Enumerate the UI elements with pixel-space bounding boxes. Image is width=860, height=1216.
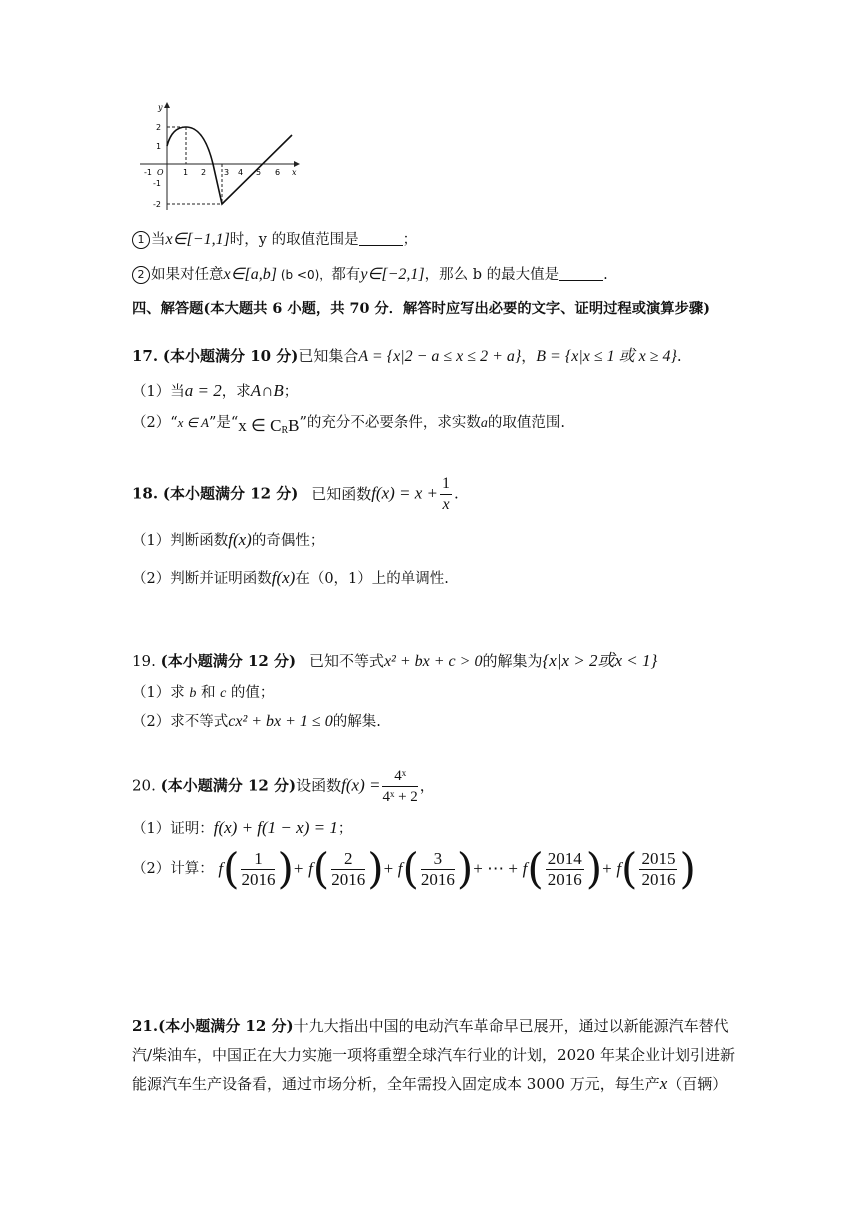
q17-p2-c: x ∈ C — [238, 416, 282, 435]
q17-p2-b: ”是“ — [208, 415, 239, 431]
circled-number-2: 2 — [132, 266, 150, 284]
q21-line3-b: （百辆） — [667, 1075, 728, 1093]
item1-end: ； — [402, 232, 418, 248]
sum-term-5-f: f — [616, 859, 622, 878]
q21-line3-a: 能源汽车生产设备看，通过市场分析，全年需投入固定成本 3000 万元，每生产 — [132, 1075, 660, 1093]
q18-p2: （2）判断并证明函数 — [132, 571, 272, 587]
q17-p1-label: （1）当 — [132, 384, 185, 400]
q17-p2-sub: R — [281, 425, 289, 436]
q20-fx: f(x) = — [341, 775, 381, 795]
x-tick-2: 2 — [201, 168, 207, 177]
x-tick-3: 3 — [224, 168, 230, 177]
q19-p1-e: 的值； — [230, 685, 275, 701]
sum-term-2-num: 2 — [331, 849, 365, 870]
q19-intro: 已知不等式 — [308, 652, 384, 670]
sum-term-4-f: f — [522, 859, 528, 878]
item2-text2: 都有 — [331, 267, 361, 283]
paren-open: ( — [312, 844, 330, 893]
q19-score: (本小题满分 12 分) — [160, 652, 297, 670]
q19-part2 — [132, 712, 381, 732]
answer-blank-2[interactable] — [559, 266, 603, 281]
sum-term-1-den: 2016 — [241, 869, 276, 889]
ellipsis: + ⋯ + — [473, 859, 518, 878]
q17-p2-a: x ∈ A — [177, 415, 209, 430]
q19-p2-b: 的解集. — [332, 714, 381, 730]
q17-part2 — [132, 413, 565, 441]
q17-end: . — [676, 347, 682, 365]
sum-term-3-num: 3 — [421, 849, 455, 870]
q17-p2-d: B — [288, 416, 300, 435]
q19-p1-c: 和 — [200, 685, 216, 701]
q20-part2 — [132, 844, 696, 893]
q20-frac-den: 4ˣ + 2 — [382, 789, 418, 805]
paren-open: ( — [527, 844, 544, 893]
y-tick-2: 2 — [156, 123, 162, 132]
item1-prefix: 当 — [151, 232, 166, 248]
sum-term-1-num: 1 — [241, 849, 275, 870]
q17-set-b: B = {x|x ≤ 1 或 x ≥ 4} — [536, 348, 677, 365]
y-tick-neg1: -1 — [153, 179, 161, 188]
x-tick-5: 5 — [256, 168, 262, 177]
q20-frac-num: 4ˣ — [382, 766, 417, 787]
q20-p1-expr: f(x) + f(1 − x) = 1 — [213, 818, 338, 837]
item1-text: 时，y 的取值范围是 — [229, 232, 359, 248]
q18-stem — [132, 474, 459, 515]
origin-label: O — [157, 168, 164, 177]
q19-p1-a: （1）求 — [132, 685, 185, 701]
q20-p1-a: （1）证明： — [132, 821, 214, 837]
q21-number: 21. — [132, 1017, 159, 1035]
q17-p2-var: a — [480, 416, 488, 431]
sum-term-4-den: 2016 — [547, 869, 582, 889]
y-tick-1: 1 — [156, 142, 162, 151]
q19-ineq: x² + bx + c > 0 — [383, 653, 483, 670]
q21-score: (本小题满分 12 分) — [158, 1017, 294, 1035]
q18-fraction — [440, 474, 452, 515]
q21-line2: 汽/柴油车，中国正在大力实施一项将重塑全球汽车行业的计划，2020 年某企业计划引进新 — [132, 1046, 735, 1064]
sum-term-2-f: f — [308, 859, 313, 878]
x-tick-1: 1 — [183, 168, 189, 177]
plus-sign: + — [293, 859, 304, 878]
q17-set-a: A = {x|2 − a ≤ x ≤ 2 + a} — [358, 348, 522, 365]
sum-term-3-f: f — [397, 859, 403, 878]
q18-frac-num: 1 — [440, 474, 452, 495]
answer-blank-1[interactable] — [359, 231, 403, 246]
q18-p1-fx: f(x) — [228, 530, 252, 549]
x-tick-6: 6 — [275, 168, 281, 177]
sum-term-1 — [241, 849, 275, 890]
q17-p1-mid: ，求 — [221, 384, 251, 400]
q20-number: 20. — [132, 776, 156, 795]
paren-close: ) — [367, 844, 384, 893]
section-heading: 四、解答题(本大题共 6 小题，共 70 分．解答时应写出必要的文字、证明过程或演算步骤) — [132, 301, 710, 317]
q18-fx: f(x) = x + — [371, 483, 439, 503]
x-tick-4: 4 — [238, 168, 244, 177]
x-axis-arrow — [294, 161, 300, 167]
sum-term-4-num: 2014 — [547, 848, 582, 868]
paren-open: ( — [223, 844, 240, 893]
q17-p1-end: ； — [283, 384, 299, 400]
paren-close: ) — [277, 844, 294, 893]
q19-mid: 的解集为 — [482, 652, 543, 670]
q18-part2 — [132, 568, 449, 589]
y-axis-label: y — [158, 103, 163, 112]
q18-p2-end: 在（0，1）上的单调性. — [295, 571, 449, 587]
item2-note: (b <0)， — [277, 268, 332, 282]
q18-end: . — [454, 484, 459, 503]
x-tick-neg1: -1 — [144, 168, 152, 177]
y-tick-neg2: -2 — [153, 200, 161, 209]
function-graph — [138, 100, 308, 212]
q20-fraction — [382, 766, 417, 807]
q20-p2-a: （2）计算： — [132, 861, 214, 877]
plus-sign: + — [383, 859, 394, 878]
item2-condition: x∈[a,b] — [223, 266, 277, 283]
paren-open: ( — [402, 844, 419, 893]
q20-score: (本小题满分 12 分) — [160, 776, 297, 795]
q17-p1-eq: a = 2 — [184, 381, 222, 400]
sum-term-3-den: 2016 — [420, 869, 455, 889]
sum-term-5-den: 2016 — [641, 869, 676, 889]
sum-term-2-den: 2016 — [331, 869, 366, 889]
sum-term-5-num: 2015 — [641, 848, 676, 868]
sum-term-5 — [639, 849, 677, 890]
q17-intro: 已知集合 — [298, 347, 359, 365]
sum-term-1-f: f — [218, 859, 224, 878]
q18-part1 — [132, 530, 324, 551]
q18-intro: 已知函数 — [311, 484, 372, 503]
y-axis-arrow — [164, 102, 170, 108]
paren-close: ) — [585, 844, 603, 893]
q19-part1 — [132, 683, 274, 704]
q20-part1 — [132, 818, 352, 839]
paren-close: ) — [679, 844, 696, 893]
q17-p2-label: （2）“ — [132, 415, 178, 431]
q21-line3-var: x — [659, 1074, 668, 1093]
q21-line3 — [132, 1073, 727, 1094]
q20-intro: 设函数 — [296, 776, 342, 795]
sum-term-2 — [331, 849, 365, 890]
q17-score: (本小题满分 10 分) — [162, 347, 299, 365]
q19-p2-ineq: cx² + bx + 1 ≤ 0 — [228, 713, 333, 730]
q19-p2-a: （2）求不等式 — [132, 714, 229, 730]
q20-p1-end: ； — [337, 821, 353, 837]
q18-score: (本小题满分 12 分) — [162, 484, 299, 503]
q19-set: {x|x > 2或x < 1} — [542, 651, 658, 670]
q18-p1: （1）判断函数 — [132, 533, 229, 549]
q17-p1-expr: A∩B — [250, 381, 284, 400]
q17-p2-e: ”的充分不必要条件，求实数 — [299, 415, 481, 431]
item2-end: . — [603, 267, 608, 283]
item1-condition: x∈[−1,1] — [165, 231, 230, 248]
q18-p2-fx: f(x) — [271, 568, 296, 587]
q20-end: ， — [419, 776, 435, 795]
sum-term-3 — [421, 849, 455, 890]
q17-stem — [132, 343, 682, 366]
q20-stem — [132, 766, 435, 807]
paren-open: ( — [621, 844, 638, 893]
item2-prefix: 如果对任意 — [151, 267, 224, 283]
q21-line1 — [132, 1015, 729, 1036]
sum-term-4 — [546, 849, 584, 890]
q18-frac-den: x — [442, 496, 450, 513]
q19-p1-d: c — [220, 686, 227, 701]
paren-close: ) — [456, 844, 474, 893]
blank-item-1 — [132, 230, 417, 250]
q21-line1-text: 十九大指出中国的电动汽车革命早已展开，通过以新能源汽车替代 — [293, 1017, 729, 1035]
q17-part1 — [132, 381, 298, 402]
q17-p2-f: 的取值范围. — [487, 415, 565, 431]
x-axis-label: x — [292, 168, 297, 177]
item2-text3: ，那么 b 的最大值是 — [424, 267, 560, 283]
circled-number-1: 1 — [132, 231, 150, 249]
q18-p1-end: 的奇偶性； — [251, 533, 325, 549]
item2-condition2: y∈[−2,1] — [360, 266, 425, 283]
q19-stem — [132, 646, 657, 671]
q19-number: 19. — [132, 652, 156, 670]
blank-item-2 — [132, 265, 608, 285]
q17-sep: ， — [521, 347, 537, 365]
q17-number: 17. — [132, 347, 159, 365]
q19-p1-b: b — [189, 686, 197, 701]
q18-number: 18. — [132, 484, 159, 503]
plus-sign: + — [602, 859, 612, 878]
